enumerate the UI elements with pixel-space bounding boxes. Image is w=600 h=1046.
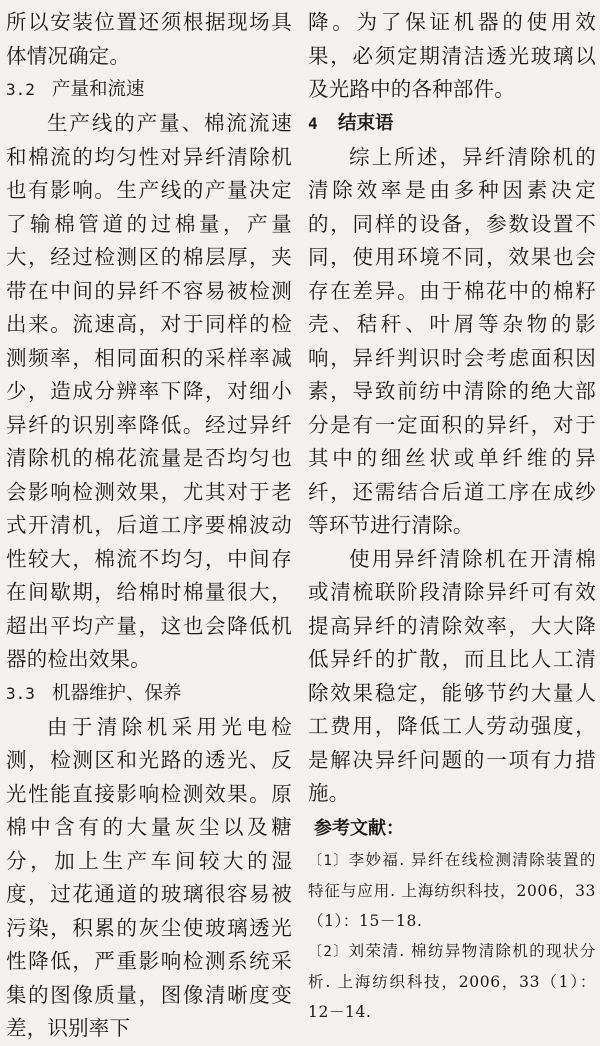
paragraph-output-flow: 生产线的产量、棉流流速和棉流的均匀性对异纤清除机也有影响。生产线的产量决定了输棉管道的过棉量，产量大，经过检测区的棉层厚，夹带在中间的异纤不容易被检测出来。流速高，对于同样的检测频率，相同面积的采样率减少，造成分辨率下降，对细小异纤的识别率降低。经过异纤清除机的棉花流量是否均匀也会影响检测效果，尤其对于老式开清机，后道工序要棉波动性较大，棉流不均匀，中间存在间歇期，给棉时棉量很大，超出平均产量，这也会降低机器的检出效果。	[6, 111, 292, 671]
references-heading: 参考文献：	[314, 817, 404, 839]
section-number: 3.2	[6, 80, 35, 99]
reference-tag: 〔2〕	[308, 943, 349, 960]
reference-item	[308, 845, 596, 936]
paragraph-maintenance: 由于清除机采用光电检测，检测区和光路的透光、反光性能直接影响检测效果。原棉中含有的大量灰尘以及糖分，加上生产车间较大的湿度，过花通道的玻璃很容易被污染，积累的灰尘使玻璃透光性降低，严重影响检测系统采集的图像质量，图像清晰度变差，识别率下	[6, 714, 292, 1040]
reference-text: 刘荣清. 棉纺异物清除机的现状分析. 上海纺织科技，2006，33（1）：12－14.	[308, 941, 596, 1021]
section-heading-3-2	[6, 73, 292, 107]
section-title: 机器维护、保养	[52, 682, 182, 704]
paragraph-conclusion-1: 综上所述，异纤清除机的清除效率是由多种因素决定的，同样的设备，参数设置不同，使用环境不同，效果也会存在差异。由于棉花中的棉籽壳、秸秆、叶屑等杂物的影响，异纤判识时会考虑面积因素，导致前纺中清除的绝大部分是有一定面积的异纤，对于其中的细丝状或单纤维的异纤，还需结合后道工序在成纱等环节进行清除。	[308, 144, 596, 537]
section-heading-3-3	[6, 677, 292, 711]
paragraph-continued: 降。为了保证机器的使用效果，必须定期清洁透光玻璃以及光路中的各种部件。	[308, 10, 596, 101]
reference-tag: 〔1〕	[308, 852, 349, 869]
left-column	[6, 0, 292, 1046]
reference-item	[308, 936, 596, 1027]
section-title: 产量和流速	[52, 79, 145, 100]
section-number: 3.3	[6, 683, 35, 703]
right-column	[308, 0, 596, 1027]
section-title: 结束语	[338, 112, 394, 134]
reference-text: 李妙福. 异纤在线检测清除装置的特征与应用. 上海纺织科技，2006，33（1）：15－18.	[308, 850, 596, 930]
section-heading-4	[308, 107, 596, 141]
paragraph-conclusion-2: 使用异纤清除机在开清棉或清梳联阶段清除异纤可有效提高异纤的清除效率，大大降低异纤的扩散，而且比人工清除效果稳定，能够节约大量人工费用，降低工人劳动强度，是解决异纤问题的一项有力措施。	[308, 546, 596, 805]
paragraph-continued: 所以安装位置还须根据现场具体情况确定。	[6, 10, 292, 68]
section-number: 4	[308, 113, 318, 133]
